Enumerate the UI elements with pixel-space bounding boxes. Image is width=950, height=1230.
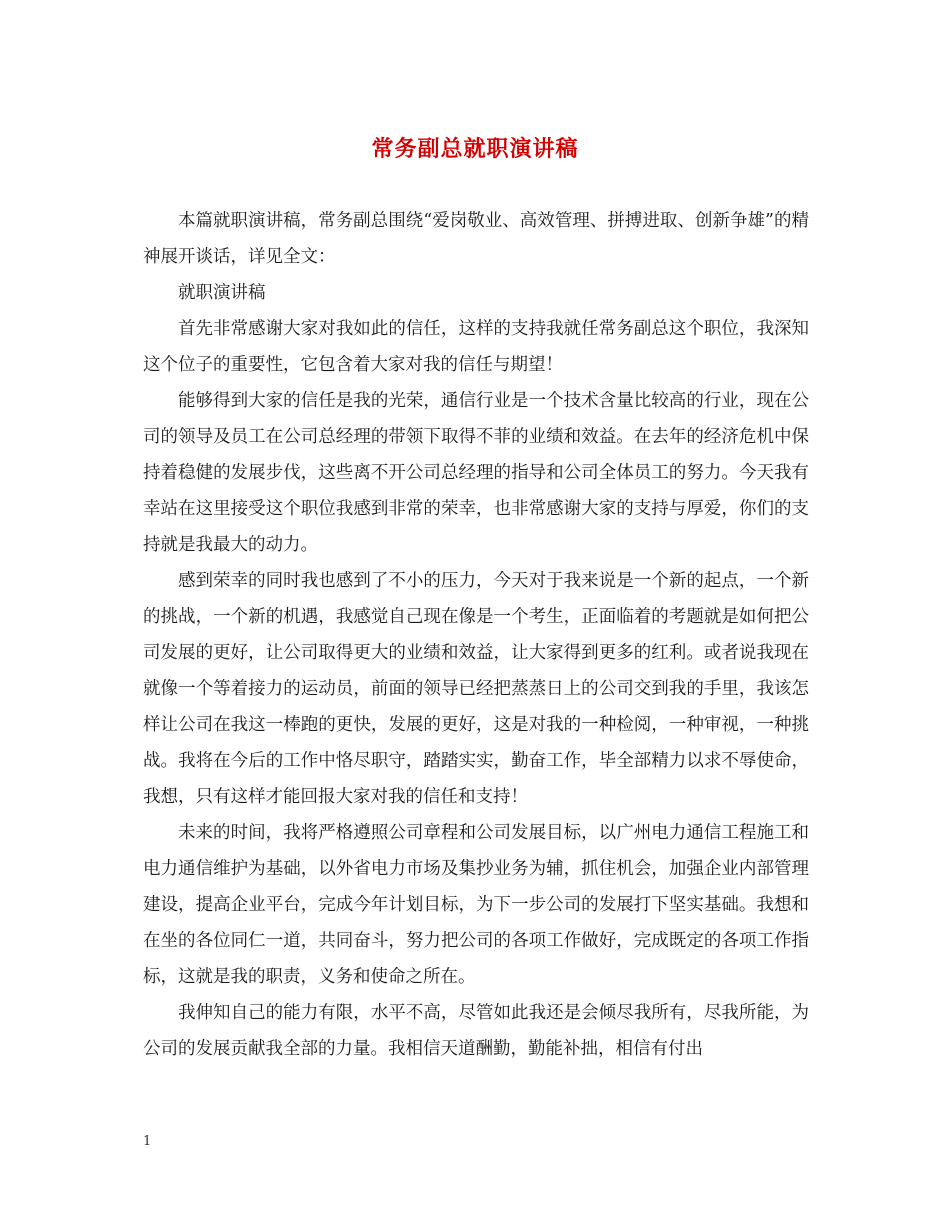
paragraph-thanks: 首先非常感谢大家对我如此的信任，这样的支持我就任常务副总这个职位，我深知这个位子的重要性，它包含着大家对我的信任与期望！ [143, 319, 809, 375]
paragraph-pressure: 感到荣幸的同时我也感到了不小的压力，今天对于我来说是一个新的起点，一个新的挑战，一个新的机遇，我感觉自己现在像是一个考生，正面临着的考题就是如何把公司发展的更好，让公司取得更大的业绩和效益，让大家得到更多的红利。或者说我现在就像一个等着接力的运动员，前面的领导已经把蒸蒸日上的公司交到我的手里，我该怎样让公司在我这一棒跑的更快，发展的更好，这是对我的一种检阅，一种审视，一种挑战。我将在今后的工作中恪尽职守，踏踏实实，勤奋工作，毕全部精力以求不辱使命，我想，只有这样才能回报大家对我的信任和支持！ [143, 571, 809, 807]
paragraph-heading: 就职演讲稿 [178, 283, 266, 303]
paragraph-honor: 能够得到大家的信任是我的光荣，通信行业是一个技术含量比较高的行业，现在公司的领导及员工在公司总经理的带领下取得不菲的业绩和效益。在去年的经济危机中保持着稳健的发展步伐，这些离不开公司总经理的指导和公司全体员工的努力。今天我有幸站在这里接受这个职位我感到非常的荣幸，也非常感谢大家的支持与厚爱，你们的支持就是我最大的动力。 [143, 391, 809, 555]
page-number: 1 [143, 1134, 152, 1149]
paragraph-future: 未来的时间，我将严格遵照公司章程和公司发展目标，以广州电力通信工程施工和电力通信维护为基础，以外省电力市场及集抄业务为辅，抓住机会，加强企业内部管理建设，提高企业平台，完成今年计划目标，为下一步公司的发展打下坚实基础。我想和在坐的各位同仁一道，共同奋斗，努力把公司的各项工作做好，完成既定的各项工作指标，这就是我的职责，义务和使命之所在。 [143, 823, 809, 987]
paragraph-intro: 本篇就职演讲稿，常务副总围绕“爱岗敬业、高效管理、拼搏进取、创新争雄”的精神展开谈话，详见全文： [143, 211, 809, 267]
paragraph-ability: 我伸知自己的能力有限，水平不高，尽管如此我还是会倾尽我所有，尽我所能，为公司的发展贡献我全部的力量。我相信天道酬勤，勤能补拙，相信有付出 [143, 1003, 809, 1059]
document-title: 常务副总就职演讲稿 [371, 136, 579, 162]
document-body [143, 203, 809, 1067]
